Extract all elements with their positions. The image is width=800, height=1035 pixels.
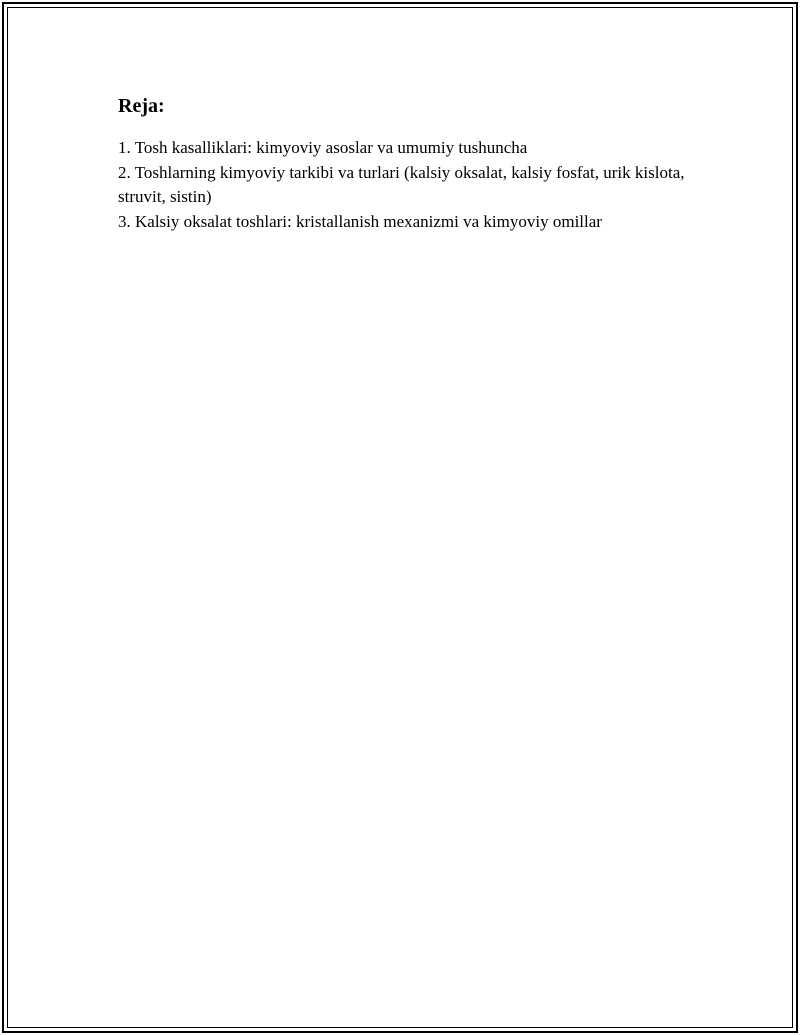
plan-item-3: 3. Kalsiy oksalat toshlari: kristallanish mexanizmi va kimyoviy omillar [118,211,602,231]
document-body [118,92,693,234]
plan-item-2: 2. Toshlarning kimyoviy tarkibi va turlari (kalsiy oksalat, kalsiy fosfat, urik kislota, struvit, sistin) [118,162,685,206]
plan-list [118,136,693,234]
plan-heading: Reja: [118,95,165,117]
plan-item-1: 1. Tosh kasalliklari: kimyoviy asoslar va umumiy tushuncha [118,138,528,157]
